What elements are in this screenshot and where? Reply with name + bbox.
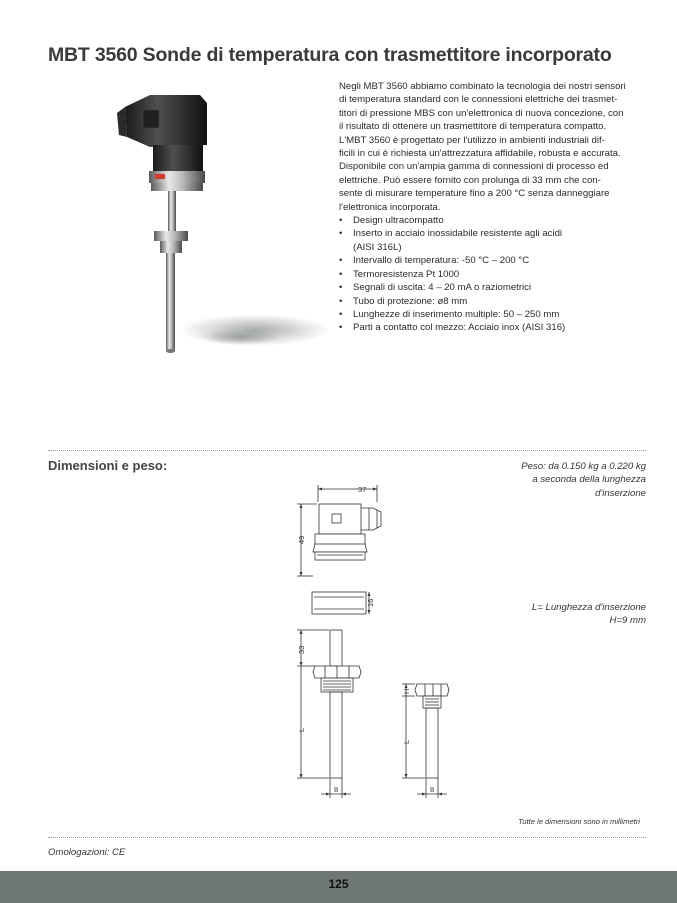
- description-line: Disponibile con un'ampia gamma di connessioni di processo ed: [339, 161, 609, 173]
- description-line: sente di misurare temperature fino a 200 °C senza danneggiare: [339, 188, 610, 200]
- dim-label-height-16: 16: [366, 598, 375, 607]
- feature-item: • Lunghezze di inserimento multiple: 50 – 250 mm: [339, 308, 647, 321]
- description-line: elettriche. Può essere fornito con prolunga di 33 mm che con-: [339, 174, 601, 186]
- product-photo: [105, 85, 330, 380]
- feature-item-continuation: (AISI 316L): [353, 241, 402, 253]
- dim-label-width: 37: [358, 485, 367, 494]
- weight-note: Peso: da 0.150 kg a 0.220 kg a seconda della lunghezza d'inserzione: [521, 461, 646, 499]
- dim-label-height-49: 49: [297, 535, 306, 544]
- length-note: L= Lunghezza d'inserzione H=9 mm: [531, 602, 646, 627]
- description-line: L'MBT 3560 è progettato per l'utilizzo in ambienti industriali dif-: [339, 134, 605, 146]
- page-number: 125: [328, 877, 349, 891]
- feature-item: • Segnali di uscita: 4 – 20 mA o raziometrici: [339, 281, 647, 294]
- description-line: Negli MBT 3560 abbiamo combinato la tecnologia dei nostri sensori: [339, 81, 626, 92]
- feature-item: • Design ultracompatto: [339, 214, 647, 227]
- feature-item: • Intervallo di temperatura: -50 °C – 200 °C: [339, 254, 647, 267]
- dim-label-dia-left: 8: [334, 785, 339, 794]
- feature-list: [339, 214, 647, 335]
- feature-item: • Inserto in acciaio inossidabile resistente agli acidi: [339, 227, 647, 240]
- description-line: di temperatura standard con le connessioni elettriche dei trasmet-: [339, 94, 618, 106]
- approvals-text: Omologazioni: CE: [48, 847, 126, 858]
- description-line: titori di pressione MBS con un'elettronica di nuova concezione, con: [339, 107, 624, 119]
- dim-label-L-left: L: [297, 727, 306, 732]
- description-paragraph: [339, 80, 647, 214]
- section-divider: [48, 450, 646, 451]
- dimensions-heading: Dimensioni e peso:: [48, 458, 168, 473]
- units-note: Tutte le dimensioni sono in millimetri: [518, 817, 640, 826]
- feature-item: • Parti a contatto col mezzo: Acciaio inox (AISI 316): [339, 321, 647, 334]
- product-description: [339, 80, 647, 335]
- dim-label-H: H: [402, 688, 411, 694]
- description-line: il risultato di ottenere un trasmettitore di temperatura compatto.: [339, 121, 607, 133]
- description-line: ficili in cui è richiesta un'attrezzatura affidabile, robusta e accurata.: [339, 148, 621, 160]
- feature-item: • Tubo di protezione: ø8 mm: [339, 295, 647, 308]
- dim-label-ext-33: 33: [297, 645, 306, 654]
- dim-label-L-right: L: [402, 739, 411, 744]
- dimension-drawing: [285, 482, 475, 802]
- description-line: l'elettronica incorporata.: [339, 201, 441, 213]
- page-footer: [0, 871, 677, 903]
- dim-label-dia-right: 8: [430, 785, 435, 794]
- page-title: MBT 3560 Sonde di temperatura con trasmettitore incorporato: [48, 44, 612, 66]
- section-divider: [48, 837, 646, 838]
- feature-item: • Termoresistenza Pt 1000: [339, 268, 647, 281]
